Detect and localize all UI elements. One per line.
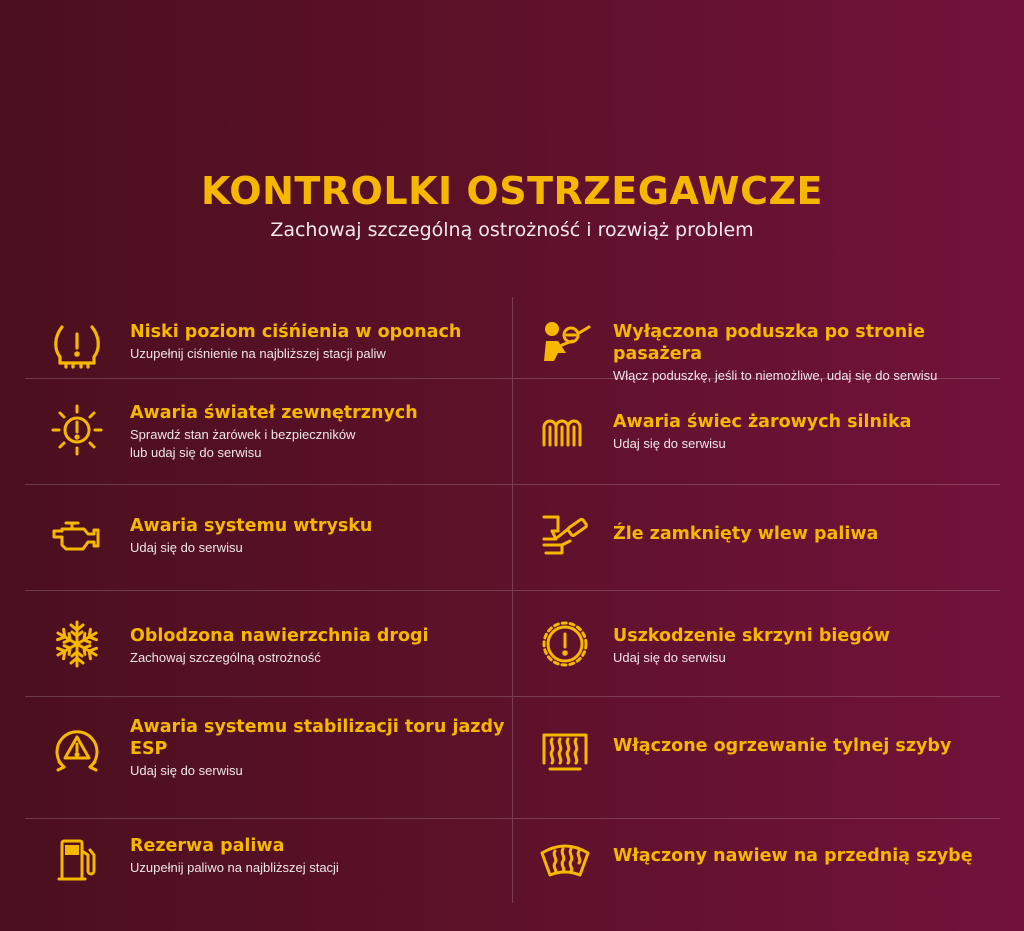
- list-item: [25, 379, 512, 485]
- esp-warning-icon: [50, 723, 104, 777]
- list-item: [25, 819, 512, 903]
- item-title: Niski poziom ciśńienia w oponach: [130, 322, 462, 342]
- list-item: [25, 697, 512, 819]
- item-title: Awaria systemu stabilizacji toru jazdy ESP: [130, 717, 505, 759]
- fuel-cap-icon: [538, 511, 592, 565]
- item-description: Udaj się do serwisu: [130, 763, 243, 778]
- page-title: KONTROLKI OSTRZEGAWCZE: [201, 169, 823, 213]
- list-item: [25, 591, 512, 697]
- list-item: [513, 819, 1000, 903]
- list-item: [25, 297, 512, 379]
- item-title: Włączone ogrzewanie tylnej szyby: [613, 736, 952, 756]
- item-description: Sprawdź stan żarówek i bezpieczników lub udaj się do serwisu: [130, 427, 356, 460]
- header: [0, 168, 1024, 242]
- engine-check-icon: [50, 511, 104, 565]
- item-title: Wyłączona poduszka po stronie pasażera: [613, 322, 926, 364]
- list-item: [513, 591, 1000, 697]
- list-item: [25, 485, 512, 591]
- snowflake-icon: [50, 617, 104, 671]
- item-description: Zachowaj szczególną ostrożność: [130, 650, 321, 665]
- item-description: Włącz poduszkę, jeśli to niemożliwe, udaj się do serwisu: [613, 368, 938, 383]
- list-item: [513, 297, 1000, 383]
- page-subtitle: Zachowaj szczególną ostrożność i rozwiąż problem: [270, 219, 754, 241]
- tire-pressure-icon: [50, 317, 104, 371]
- item-description: Uzupełnij paliwo na najbliższej stacji: [130, 860, 339, 875]
- item-title: Rezerwa paliwa: [130, 836, 285, 856]
- exterior-light-failure-icon: [50, 403, 104, 457]
- item-description: Udaj się do serwisu: [613, 650, 726, 665]
- item-title: Oblodzona nawierzchnia drogi: [130, 626, 429, 646]
- warning-lights-grid: [25, 297, 1000, 903]
- rear-defrost-icon: [538, 723, 592, 777]
- item-title: Uszkodzenie skrzyni biegów: [613, 626, 890, 646]
- item-description: Udaj się do serwisu: [613, 436, 726, 451]
- glow-plug-icon: [538, 405, 592, 459]
- item-title: Włączony nawiew na przednią szybę: [613, 846, 973, 866]
- fuel-pump-icon: [50, 833, 104, 887]
- list-item: [513, 485, 1000, 591]
- item-description: Udaj się do serwisu: [130, 540, 243, 555]
- item-title: Źle zamknięty wlew paliwa: [613, 524, 879, 544]
- item-title: Awaria świec żarowych silnika: [613, 412, 912, 432]
- item-title: Awaria świateł zewnętrznych: [130, 403, 418, 423]
- item-title: Awaria systemu wtrysku: [130, 516, 373, 536]
- gearbox-warning-icon: [538, 617, 592, 671]
- list-item: [513, 379, 1000, 485]
- front-defrost-icon: [538, 833, 592, 887]
- item-description: Uzupełnij ciśnienie na najbliższej stacji paliw: [130, 346, 386, 361]
- passenger-airbag-off-icon: [538, 315, 592, 369]
- list-item: [513, 697, 1000, 819]
